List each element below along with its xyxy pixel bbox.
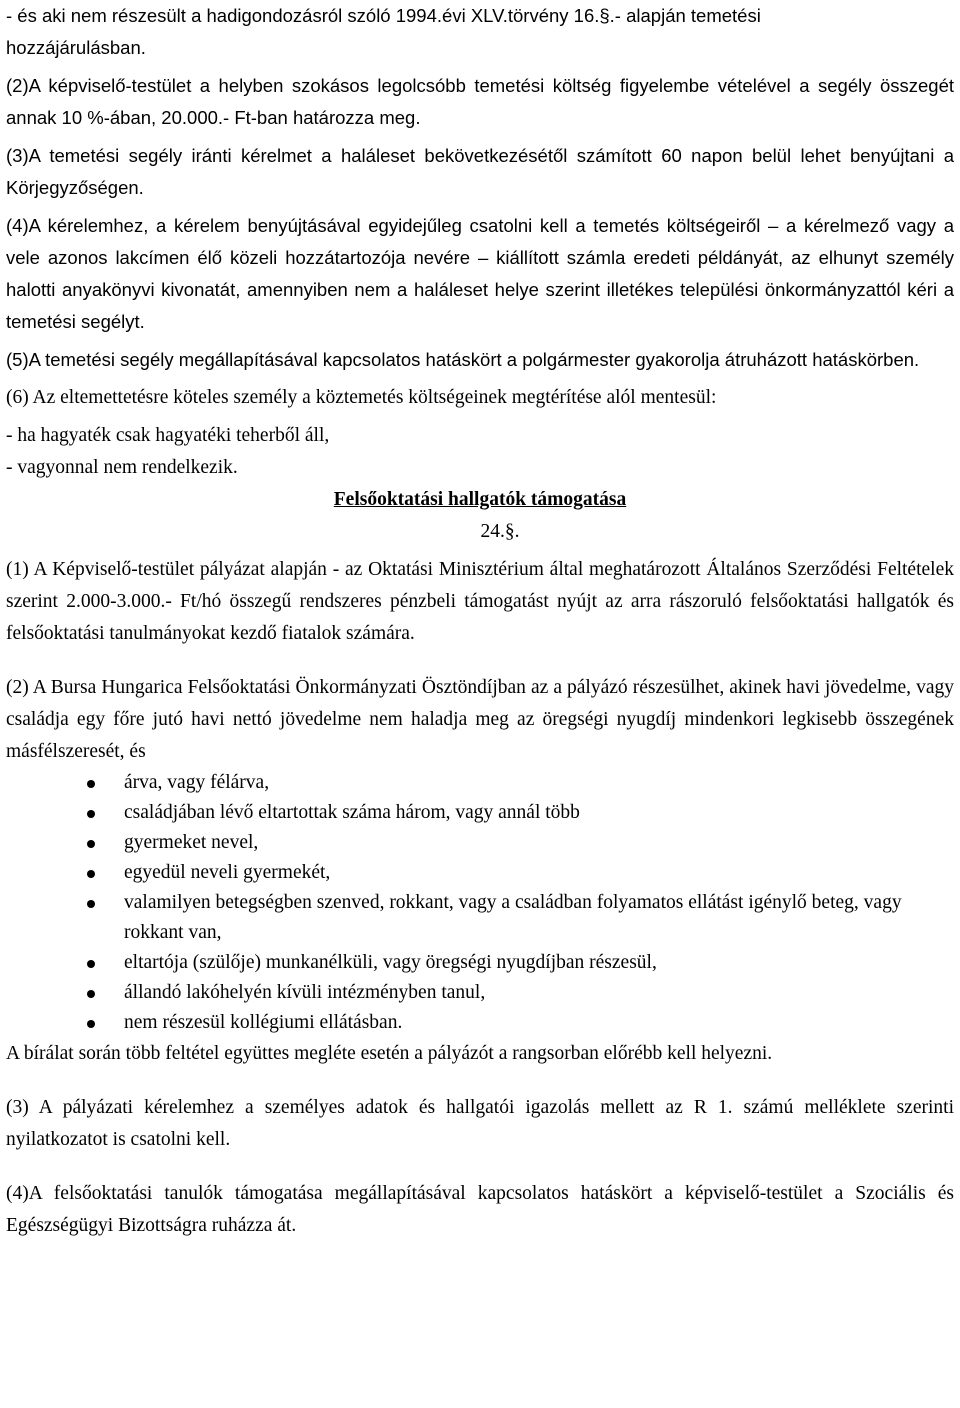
bullet-icon bbox=[87, 1020, 95, 1028]
list-item: valamilyen betegségben szenved, rokkant, vagy a családban folyamatos ellátást igénylő beteg, vagy rokkant van, bbox=[6, 888, 954, 948]
bullet-icon bbox=[87, 870, 95, 878]
paragraph-5: (5)A temetési segély megállapításával kapcsolatos hatáskört a polgármester gyakorolja átruházott hatáskörben. bbox=[6, 349, 920, 370]
section-paragraph-3: (3) A pályázati kérelemhez a személyes adatok és hallgatói igazolás mellett az R 1. számú melléklete szerinti nyilatkozatot is csatolni kell. bbox=[6, 1097, 954, 1150]
bullet-icon bbox=[87, 960, 95, 968]
paragraph-6-dash-1: - ha hagyaték csak hagyatéki teherből áll, bbox=[6, 425, 330, 446]
list-item: gyermeket nevel, bbox=[6, 828, 954, 858]
paragraph-3: (3)A temetési segély iránti kérelmet a haláleset bekövetkezésétől számított 60 napon belül lehet benyújtani a Körjegyzőségen. bbox=[6, 145, 954, 198]
list-item: nem részesül kollégiumi ellátásban. bbox=[6, 1008, 954, 1038]
list-item: árva, vagy félárva, bbox=[6, 768, 954, 798]
paragraph-6: (6) Az eltemettetésre köteles személy a köztemetés költségeinek megtérítése alól mentesül: bbox=[6, 387, 717, 408]
bullet-icon bbox=[87, 810, 95, 818]
bullet-icon bbox=[87, 840, 95, 848]
paragraph-continuation-line1: - és aki nem részesült a hadigondozásról szóló 1994.évi XLV.törvény 16.§.- alapján temetési bbox=[6, 5, 761, 26]
paragraph-4: (4)A kérelemhez, a kérelem benyújtásával egyidejűleg csatolni kell a temetés költségeiről – a kérelmező vagy a vele azonos lakcímen élő közeli hozzátartozója nevére – kiállított számla eredeti példányát, az elhunyt személy halotti anyakönyvi kivonatát, amennyiben nem a haláleset helye szerint illetékes települési önkormányzattól kéri a temetési segélyt. bbox=[6, 215, 954, 332]
section-paragraph-1: (1) A Képviselő-testület pályázat alapján - az Oktatási Minisztérium által meghatározott Általános Szerződési Feltételek szerint 2.000-3.000.- Ft/hó összegű rendszeres pénzbeli támogatást nyújt az arra rászoruló felsőoktatási hallgatók és felsőoktatási tanulmányokat kezdő fiatalok számára. bbox=[6, 559, 954, 644]
eligibility-list bbox=[6, 768, 954, 1038]
list-item: családjában lévő eltartottak száma három, vagy annál több bbox=[6, 798, 954, 828]
bullet-icon bbox=[87, 900, 95, 908]
list-item: egyedül neveli gyermekét, bbox=[6, 858, 954, 888]
section-paragraph-2-after: A bírálat során több feltétel együttes megléte esetén a pályázót a rangsorban előrébb kell helyezni. bbox=[6, 1043, 773, 1064]
section-paragraph-2: (2) A Bursa Hungarica Felsőoktatási Önkormányzati Ösztöndíjban az a pályázó részesülhet, akinek havi jövedelme, vagy családja egy főre jutó havi nettó jövedelme nem haladja meg az öregségi nyugdíj mindenkori legkisebb összegének másfélszeresét, és bbox=[6, 677, 954, 762]
paragraph-2: (2)A képviselő-testület a helyben szokásos legolcsóbb temetési költség figyelembe vételével a segély összegét annak 10 %-ában, 20.000.- Ft-ban határozza meg. bbox=[6, 75, 954, 128]
paragraph-6-dash-2: - vagyonnal nem rendelkezik. bbox=[6, 457, 238, 478]
bullet-icon bbox=[87, 990, 95, 998]
list-item: állandó lakóhelyén kívüli intézményben tanul, bbox=[6, 978, 954, 1008]
section-number: 24.§. bbox=[480, 521, 520, 542]
paragraph-continuation-line2: hozzájárulásban. bbox=[6, 37, 146, 58]
section-paragraph-4: (4)A felsőoktatási tanulók támogatása megállapításával kapcsolatos hatáskört a képviselő-testület a Szociális és Egészségügyi Bizottságra ruházza át. bbox=[6, 1183, 954, 1236]
bullet-icon bbox=[87, 780, 95, 788]
section-heading: Felsőoktatási hallgatók támogatása bbox=[333, 489, 627, 510]
list-item: eltartója (szülője) munkanélküli, vagy öregségi nyugdíjban részesül, bbox=[6, 948, 954, 978]
